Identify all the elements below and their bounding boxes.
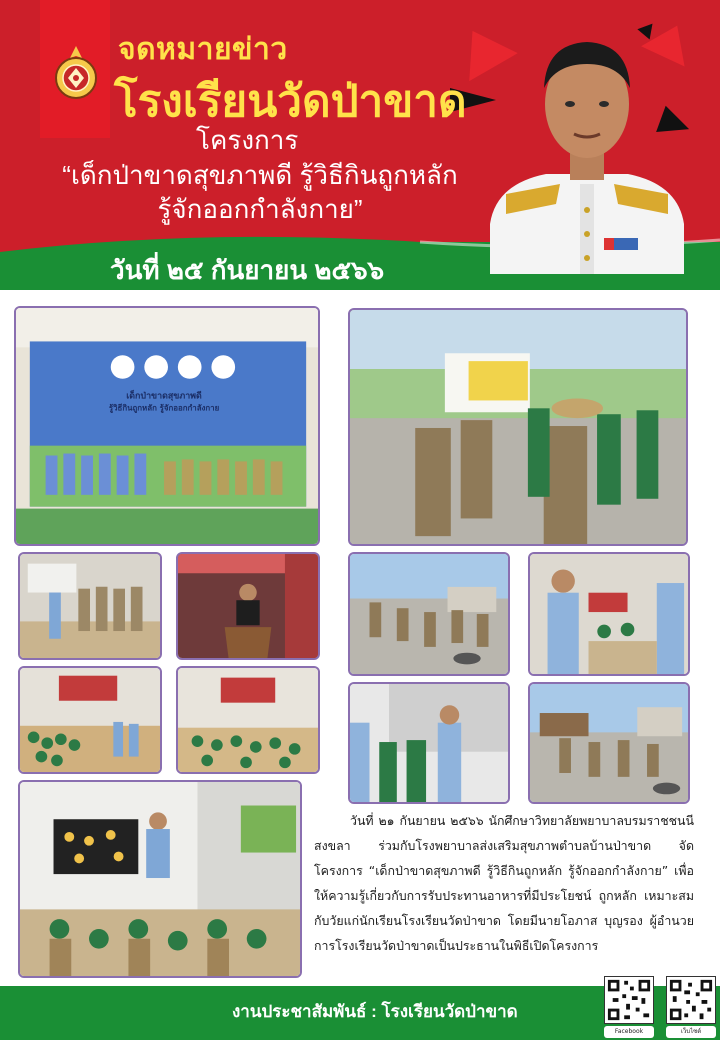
photo-food-activity <box>528 552 690 676</box>
director-portrait <box>486 24 688 274</box>
date-text: วันที่ ๒๕ กันยายน ๒๕๖๖ <box>110 255 385 285</box>
school-name: โรงเรียนวัดป่าขาด <box>114 77 467 126</box>
photo-outdoor-exercise-2 <box>528 682 690 804</box>
banner-title-line-2: รู้วิธีกินถูกหลัก รู้จักออกกำลังกาย <box>108 403 220 413</box>
project-title-line-2: รู้จักออกกำลังกาย” <box>157 194 363 224</box>
photo-students-seated-1 <box>18 666 162 774</box>
photo-nutrition-lesson <box>18 780 302 978</box>
school-emblem-logo <box>52 44 100 104</box>
facebook-qr-label: Facebook <box>604 1026 654 1038</box>
website-qr-code[interactable] <box>666 976 716 1024</box>
photo-outdoor-station <box>348 308 688 546</box>
newsletter-label: จดหมายข่าว <box>118 33 288 66</box>
project-title-line-1: “เด็กป่าขาดสุขภาพดี รู้วิธีกินถูกหลัก <box>62 160 458 190</box>
photo-opening-speech <box>176 552 320 660</box>
facebook-qr-code[interactable] <box>604 976 654 1024</box>
website-qr-label: เว็บไซต์ <box>666 1026 716 1038</box>
banner-title-line-1: เด็กป่าขาดสุขภาพดี <box>126 391 202 402</box>
photo-board-activity <box>348 682 510 804</box>
photo-activity-1 <box>18 552 162 660</box>
photo-project-banner <box>14 306 320 546</box>
pr-credit: งานประชาสัมพันธ์ : โรงเรียนวัดป่าขาด <box>232 1002 518 1021</box>
project-label: โครงการ <box>196 125 299 155</box>
article-body: วันที่ ๒๑ กันยายน ๒๕๖๖ นักศึกษาวิทยาลัยพยาบาลบรมราชชนนี สงขลา ร่วมกับโรงพยาบาลส่งเสริมสุขภาพตำบลบ้านป่าขาด จัดโครงการ “เด็กป่าขาดสุขภาพดี รู้วิธีกินถูกหลัก รู้จักออกกำลังกาย” เพื่อให้ความรู้เกี่ยวกับการรับประทานอาหารที่มีประโยชน์ ถูกหลัก เหมาะสมกับวัยแก่นักเรียนโรงเรียนวัดป่าขาด โดยมีนายโอภาส บุญรอง ผู้อำนวยการโรงเรียนวัดป่าขาดเป็นประธานในพิธีเปิดโครงการ <box>314 813 694 953</box>
photo-students-seated-2 <box>176 666 320 774</box>
photo-outdoor-exercise-1 <box>348 552 510 676</box>
project-title <box>40 158 480 226</box>
